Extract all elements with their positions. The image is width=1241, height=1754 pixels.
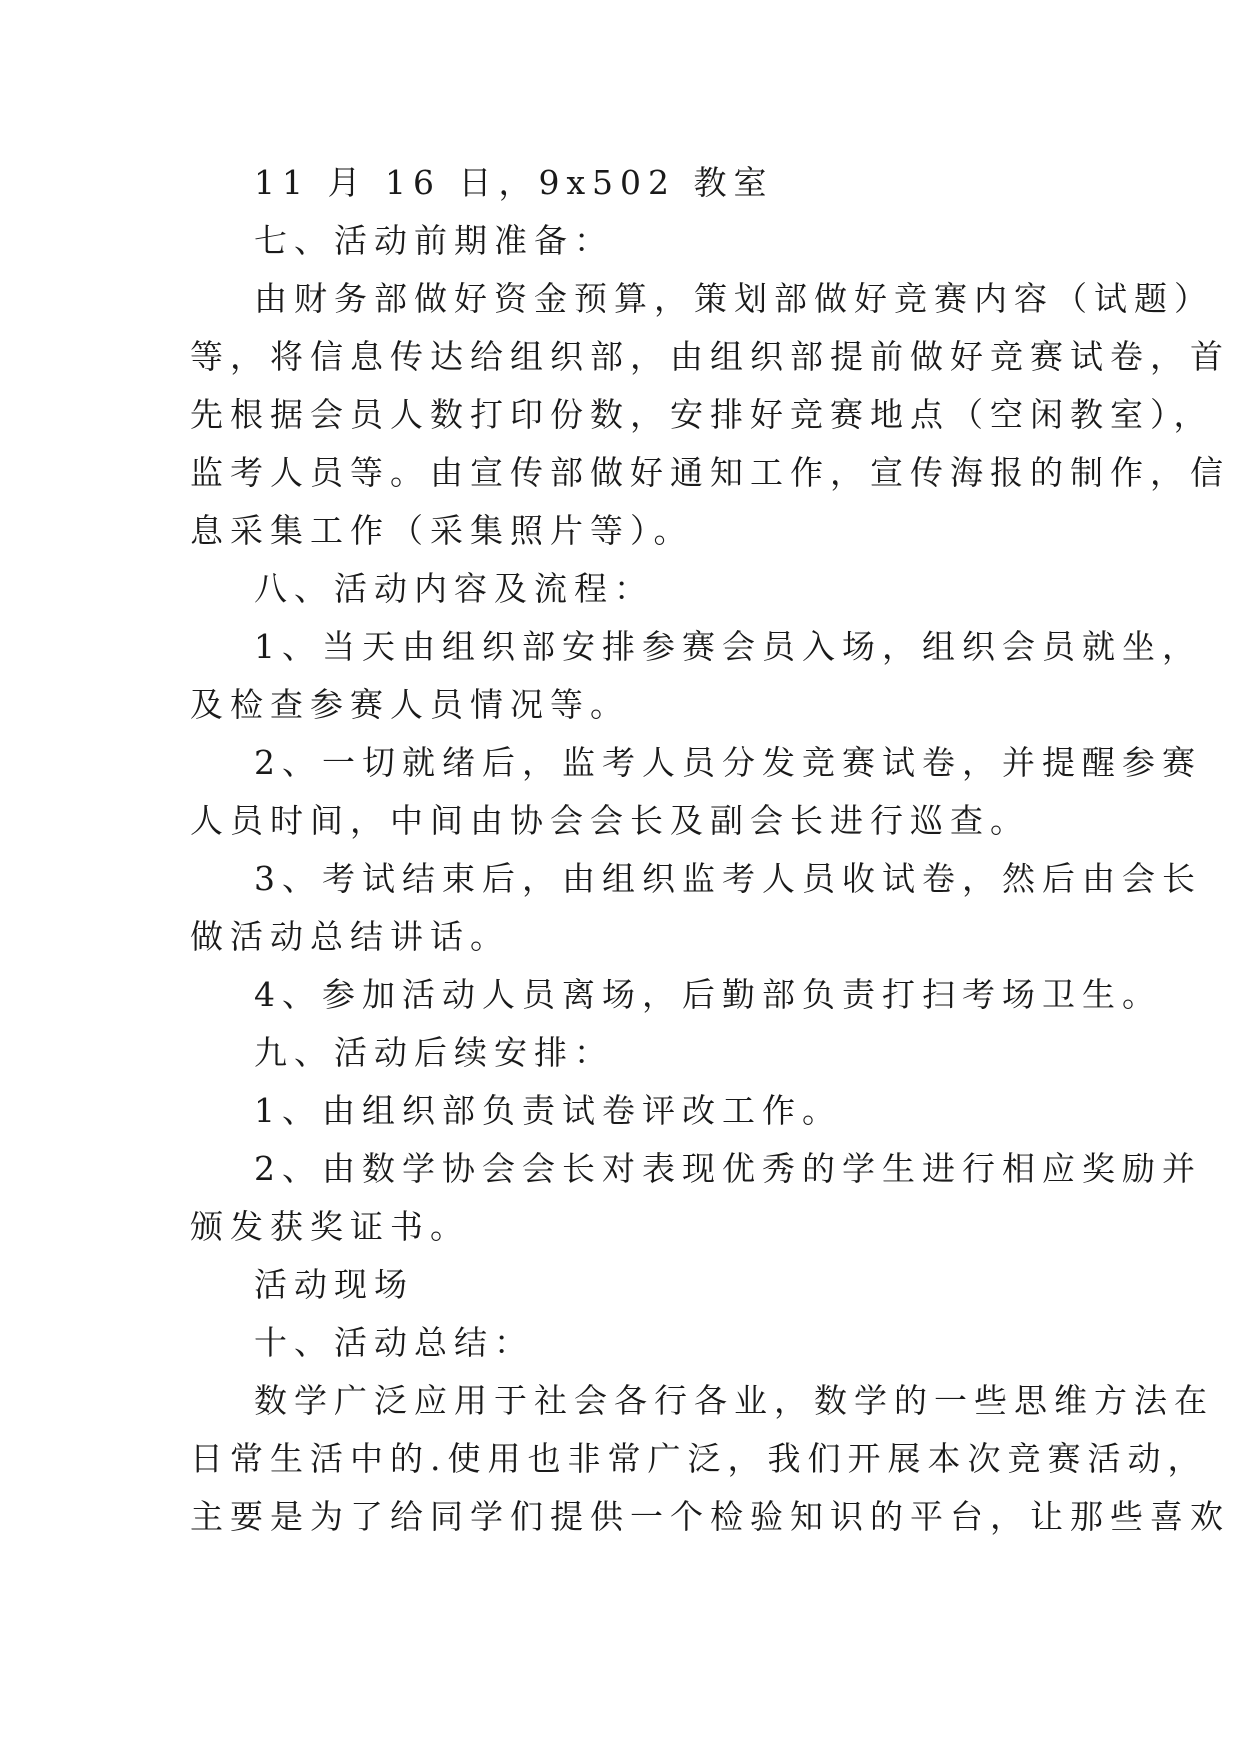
list-item-line: 颁发获奖证书。: [190, 1207, 470, 1246]
paragraph-line: 由财务部做好资金预算，策划部做好竞赛内容（试题）: [254, 279, 1214, 318]
paragraph-line: 数学广泛应用于社会各行各业，数学的一些思维方法在: [254, 1381, 1214, 1420]
venue-line: 11 月 16 日，9x502 教室: [254, 163, 774, 202]
section-10-heading: 十、活动总结：: [254, 1323, 534, 1362]
paragraph-line: 等，将信息传达给组织部，由组织部提前做好竞赛试卷，首: [190, 337, 1230, 376]
list-item-line: 2、由数学协会会长对表现优秀的学生进行相应奖励并: [254, 1149, 1202, 1188]
section-9-heading: 九、活动后续安排：: [254, 1033, 614, 1072]
paragraph-line: 监考人员等。由宣传部做好通知工作，宣传海报的制作，信: [190, 453, 1230, 492]
paragraph-line: 日常生活中的.使用也非常广泛，我们开展本次竞赛活动，: [190, 1439, 1208, 1478]
list-item-line: 人员时间，中间由协会会长及副会长进行巡查。: [190, 801, 1030, 840]
list-item-line: 2、一切就绪后，监考人员分发竞赛试卷，并提醒参赛: [254, 743, 1202, 782]
subheading-line: 活动现场: [254, 1265, 414, 1304]
paragraph-line: 息采集工作（采集照片等）。: [190, 511, 694, 550]
paragraph-line: 先根据会员人数打印份数，安排好竞赛地点（空闲教室），: [190, 395, 1214, 434]
section-8-heading: 八、活动内容及流程：: [254, 569, 654, 608]
list-item-line: 1、当天由组织部安排参赛会员入场，组织会员就坐，: [254, 627, 1202, 666]
list-item-line: 4、参加活动人员离场，后勤部负责打扫考场卫生。: [254, 975, 1162, 1014]
list-item-line: 及检查参赛人员情况等。: [190, 685, 630, 724]
paragraph-line: 主要是为了给同学们提供一个检验知识的平台，让那些喜欢: [190, 1497, 1230, 1536]
list-item-line: 3、考试结束后，由组织监考人员收试卷，然后由会长: [254, 859, 1202, 898]
list-item-line: 1、由组织部负责试卷评改工作。: [254, 1091, 842, 1130]
section-7-heading: 七、活动前期准备：: [254, 221, 614, 260]
list-item-line: 做活动总结讲话。: [190, 917, 510, 956]
